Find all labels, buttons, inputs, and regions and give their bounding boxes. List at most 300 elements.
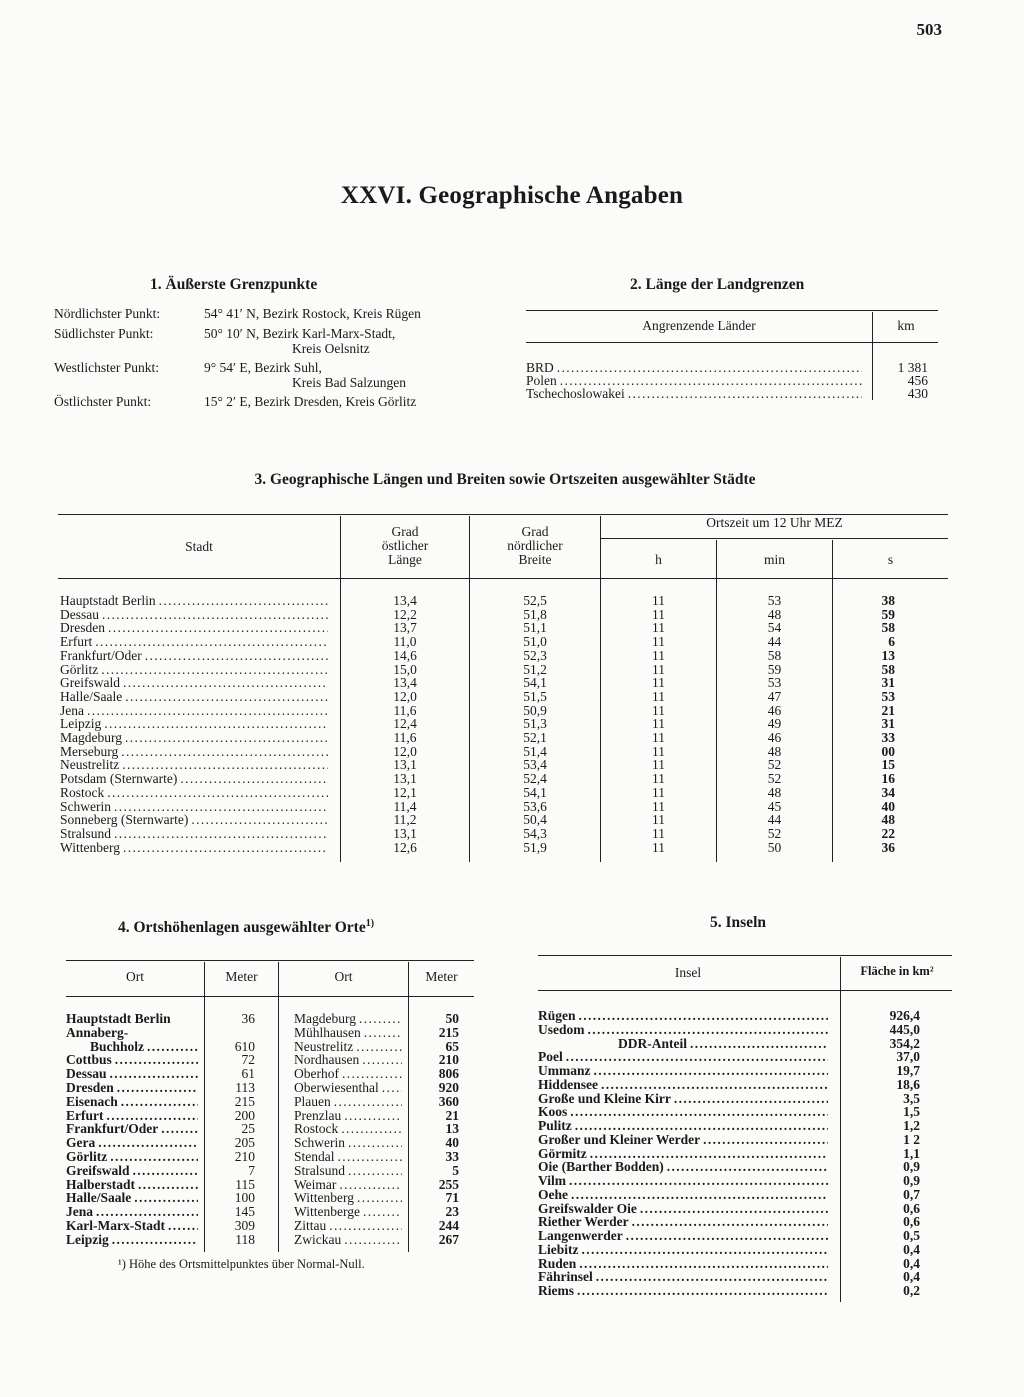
leader-dots [596, 1270, 828, 1284]
table5-divider [840, 957, 841, 1302]
island-name [538, 1174, 828, 1188]
border-country [526, 361, 862, 375]
elevation-place [66, 1109, 198, 1123]
island-name-text: Vilm [538, 1174, 566, 1188]
city-lat: 53,6 [523, 799, 547, 814]
island-name [538, 1064, 828, 1078]
leader-dots [557, 361, 862, 375]
island-area: 1,2 [903, 1118, 920, 1133]
border-length-km: 430 [907, 386, 928, 401]
border-point-value: 50° 10′ N, Bezirk Karl-Marx-Stadt, [204, 326, 396, 341]
island-name [538, 1119, 828, 1133]
city-min: 48 [767, 785, 782, 800]
leader-dots [566, 1050, 828, 1064]
leader-dots [348, 1164, 402, 1178]
leader-dots [601, 1078, 828, 1092]
leader-dots [356, 1040, 402, 1054]
elevation-meter: 7 [248, 1163, 255, 1178]
leader-dots [690, 1037, 828, 1051]
island-area: 1,5 [903, 1104, 920, 1119]
leader-dots [159, 594, 328, 608]
island-name [538, 1133, 828, 1147]
island-name-text: Koos [538, 1105, 568, 1119]
city-name [60, 800, 328, 814]
city-sec: 48 [881, 812, 895, 827]
city-lon: 11,4 [393, 799, 417, 814]
elevation-meter: 360 [438, 1094, 459, 1109]
border-country [526, 387, 862, 401]
city-lon: 15,0 [393, 662, 417, 677]
section3-title: 3. Geographische Längen und Breiten sowie Ortszeiten ausgewählter Städte [254, 471, 756, 488]
island-name-text: Ruden [538, 1257, 577, 1271]
elevation-meter: 65 [445, 1039, 459, 1054]
island-area: 0,5 [903, 1228, 920, 1243]
elevation-meter: 36 [241, 1011, 255, 1026]
leader-dots [121, 1095, 198, 1109]
city-hour: 11 [652, 785, 665, 800]
city-name-text: Halle/Saale [60, 690, 123, 704]
border-point-label: Östlichster Punkt: [54, 394, 152, 409]
elevation-place: Annaberg- [66, 1025, 129, 1040]
elevation-place-text: Nordhausen [294, 1053, 360, 1067]
island-name-text: Greifswalder Oie [538, 1202, 637, 1216]
city-lat: 54,1 [523, 675, 547, 690]
table3-header-h: h [655, 552, 662, 567]
city-name [60, 827, 328, 841]
city-name [60, 649, 328, 663]
leader-dots [145, 649, 328, 663]
elevation-place [66, 1067, 198, 1081]
elevation-place-text: Leipzig [66, 1233, 109, 1247]
city-sec: 31 [881, 716, 895, 731]
elevation-place-text: Erfurt [66, 1109, 104, 1123]
border-country-text: BRD [526, 361, 554, 375]
page-number: 503 [916, 20, 942, 39]
leader-dots [107, 1109, 199, 1123]
leader-dots [579, 1009, 828, 1023]
city-lat: 51,9 [523, 840, 547, 855]
city-hour: 11 [652, 593, 665, 608]
island-name [538, 1160, 828, 1174]
city-hour: 11 [652, 826, 665, 841]
city-name [60, 594, 328, 608]
city-name [60, 676, 328, 690]
island-name-text: Görmitz [538, 1147, 587, 1161]
elevation-place-text: Stralsund [294, 1164, 346, 1178]
leader-dots [114, 827, 328, 841]
city-sec: 58 [881, 662, 895, 677]
leader-dots [191, 813, 328, 827]
island-name-text: Hiddensee [538, 1078, 599, 1092]
city-lat: 51,8 [523, 607, 547, 622]
island-name [538, 1202, 828, 1216]
border-country-text: Polen [526, 374, 557, 388]
leader-dots [101, 663, 328, 677]
island-area: 0,4 [903, 1256, 920, 1271]
island-name [538, 1215, 828, 1229]
city-hour: 11 [652, 662, 665, 677]
city-lat: 54,3 [523, 826, 547, 841]
table5-header-area: Fläche in km² [860, 964, 934, 978]
leader-dots [348, 1136, 402, 1150]
city-min: 46 [767, 730, 782, 745]
elevation-meter: 200 [234, 1108, 255, 1123]
section4-footnote: ¹) Höhe des Ortsmittelpunktes über Normal-Null. [118, 1257, 365, 1271]
elevation-meter: 5 [452, 1163, 459, 1178]
leader-dots [703, 1133, 828, 1147]
leader-dots [363, 1205, 402, 1219]
elevation-place-text: Karl-Marx-Stadt [66, 1219, 165, 1233]
city-sec: 40 [881, 799, 895, 814]
table4-header-meter-left: Meter [225, 969, 258, 984]
border-length-km: 1 381 [897, 360, 928, 375]
elevation-place-text: Wittenberg [294, 1191, 354, 1205]
elevation-place-text: Gera [66, 1136, 96, 1150]
city-lat: 51,4 [523, 744, 547, 759]
city-min: 45 [767, 799, 782, 814]
elevation-meter: 145 [234, 1204, 255, 1219]
leader-dots [121, 745, 328, 759]
leader-dots [628, 387, 862, 401]
city-sec: 59 [881, 607, 895, 622]
island-name [538, 1257, 828, 1271]
table3-header-s: s [887, 552, 894, 567]
island-name-text: Poel [538, 1050, 563, 1064]
table4-top-rule [66, 960, 474, 961]
table5-header-rule [538, 990, 952, 991]
table3-header-city: Stadt [185, 539, 213, 554]
elevation-place-text: Halberstadt [66, 1178, 135, 1192]
leader-dots [168, 1219, 198, 1233]
city-min: 53 [767, 675, 782, 690]
island-area: 0,7 [903, 1187, 920, 1202]
city-min: 52 [767, 771, 782, 786]
city-name-text: Magdeburg [60, 731, 122, 745]
island-area: 19,7 [896, 1063, 920, 1078]
city-lat: 52,1 [523, 730, 547, 745]
elevation-place-text: Mühlhausen [294, 1026, 361, 1040]
leader-dots [359, 1012, 402, 1026]
border-country [526, 374, 862, 388]
leader-dots [110, 1067, 198, 1081]
leader-dots [123, 676, 328, 690]
table2-top-rule [526, 310, 938, 311]
city-min: 50 [767, 840, 782, 855]
elevation-meter: 113 [235, 1080, 255, 1095]
leader-dots [95, 635, 328, 649]
city-lon: 13,1 [393, 826, 417, 841]
leader-dots [590, 1147, 828, 1161]
elevation-place-text: Halle/Saale [66, 1191, 132, 1205]
city-sec: 53 [881, 689, 895, 704]
leader-dots [594, 1064, 829, 1078]
island-name-text: Riems [538, 1284, 574, 1298]
city-lat: 50,4 [523, 812, 547, 827]
island-name-text: Ummanz [538, 1064, 591, 1078]
elevation-place [294, 1122, 402, 1136]
elevation-place-text: Oberwiesenthal [294, 1081, 379, 1095]
island-area: 0,4 [903, 1242, 920, 1257]
city-name [60, 731, 328, 745]
elevation-meter: 13 [445, 1121, 459, 1136]
leader-dots [339, 1178, 402, 1192]
elevation-place-text: Zwickau [294, 1233, 342, 1247]
leader-dots [569, 1174, 828, 1188]
elevation-place-text: Eisenach [66, 1095, 118, 1109]
city-name [60, 813, 328, 827]
city-lon: 12,0 [393, 744, 417, 759]
city-min: 44 [767, 812, 782, 827]
city-name-text: Potsdam (Sternwarte) [60, 772, 178, 786]
island-name-text: Oehe [538, 1188, 568, 1202]
leader-dots [344, 1109, 402, 1123]
elevation-place [294, 1081, 402, 1095]
city-name-text: Neustrelitz [60, 758, 120, 772]
leader-dots [133, 1164, 199, 1178]
city-name [60, 635, 328, 649]
border-length-km: 456 [907, 373, 928, 388]
city-sec: 33 [881, 730, 895, 745]
island-name-text: DDR-Anteil [618, 1037, 687, 1051]
city-sec: 15 [881, 757, 895, 772]
leader-dots [338, 1150, 403, 1164]
leader-dots [382, 1081, 402, 1095]
table3-header-min: min [763, 552, 785, 567]
chapter-title: XXVI. Geographische Angaben [340, 182, 684, 209]
leader-dots [138, 1178, 198, 1192]
table3-header-rule [58, 578, 948, 579]
island-name [538, 1078, 828, 1092]
elevation-place-text: Zittau [294, 1219, 327, 1233]
city-lon: 11,6 [393, 703, 417, 718]
leader-dots [112, 1233, 198, 1247]
city-name-text: Sonneberg (Sternwarte) [60, 813, 189, 827]
city-hour: 11 [652, 730, 665, 745]
island-name-text: Oie (Barther Bodden) [538, 1160, 664, 1174]
leader-dots [342, 1067, 402, 1081]
elevation-meter: 40 [445, 1135, 459, 1150]
city-min: 52 [767, 826, 782, 841]
elevation-place [294, 1205, 402, 1219]
table3-divider-3 [600, 516, 601, 862]
table4-divider-1 [204, 962, 205, 1252]
city-sec: 31 [881, 675, 895, 690]
elevation-place-text: Dresden [66, 1081, 114, 1095]
elevation-place-text: Oberhof [294, 1067, 339, 1081]
elevation-meter: 115 [235, 1177, 255, 1192]
city-lat: 51,1 [523, 620, 547, 635]
leader-dots [582, 1243, 829, 1257]
city-lon: 11,2 [393, 812, 417, 827]
leader-dots [147, 1040, 198, 1054]
island-area: 37,0 [896, 1049, 920, 1064]
city-name-text: Rostock [60, 786, 105, 800]
city-min: 52 [767, 757, 782, 772]
city-lat: 54,1 [523, 785, 547, 800]
elevation-place [66, 1178, 198, 1192]
elevation-place [66, 1150, 198, 1164]
city-name [60, 621, 328, 635]
city-name-text: Görlitz [60, 663, 99, 677]
island-area: 926,4 [889, 1008, 920, 1023]
elevation-place [66, 1233, 198, 1247]
elevation-place-text: Plauen [294, 1095, 331, 1109]
city-name-text: Wittenberg [60, 841, 120, 855]
island-name-text: Großer und Kleiner Werder [538, 1133, 701, 1147]
elevation-place [294, 1109, 402, 1123]
city-hour: 11 [652, 757, 665, 772]
elevation-meter: 215 [438, 1025, 459, 1040]
table3-divider-5 [832, 540, 833, 862]
elevation-place-text: Greifswald [66, 1164, 130, 1178]
elevation-place: Hauptstadt Berlin [66, 1011, 171, 1026]
leader-dots [110, 1150, 198, 1164]
elevation-place-text: Cottbus [66, 1053, 112, 1067]
city-lat: 52,5 [523, 593, 547, 608]
island-name-text: Langenwerder [538, 1229, 623, 1243]
elevation-meter: 21 [445, 1108, 459, 1123]
city-name [60, 663, 328, 677]
elevation-meter: 920 [438, 1080, 459, 1095]
elevation-place-text: Schwerin [294, 1136, 345, 1150]
border-point-value-cont: Kreis Oelsnitz [292, 341, 370, 356]
leader-dots [125, 690, 328, 704]
city-lon: 12,1 [393, 785, 417, 800]
section1-title: 1. Äußerste Grenzpunkte [150, 276, 318, 293]
island-name [538, 1243, 828, 1257]
elevation-place-text: Dessau [66, 1067, 107, 1081]
elevation-place [294, 1219, 402, 1233]
leader-dots [98, 1136, 198, 1150]
city-lat: 51,0 [523, 634, 547, 649]
island-name-text: Fährinsel [538, 1270, 593, 1284]
elevation-place [66, 1205, 198, 1219]
city-hour: 11 [652, 689, 665, 704]
leader-dots [180, 772, 328, 786]
elevation-place [66, 1136, 198, 1150]
leader-dots [344, 1233, 402, 1247]
table3-divider-4 [716, 540, 717, 862]
city-name-text: Greifswald [60, 676, 120, 690]
table3-divider-1 [340, 516, 341, 862]
island-name [538, 1009, 828, 1023]
leader-dots [560, 374, 862, 388]
elevation-place-text: Neustrelitz [294, 1040, 354, 1054]
leader-dots [123, 841, 328, 855]
elevation-place-text: Buchholz [90, 1040, 145, 1054]
city-min: 46 [767, 703, 782, 718]
city-hour: 11 [652, 634, 665, 649]
border-point-label: Nördlichster Punkt: [54, 306, 161, 321]
table5-top-rule [538, 955, 952, 956]
island-name-text: Riether Werder [538, 1215, 629, 1229]
elevation-place [66, 1164, 198, 1178]
border-point-value: 9° 54′ E, Bezirk Suhl, [204, 360, 322, 375]
island-name [538, 1092, 828, 1106]
elevation-meter: 255 [438, 1177, 459, 1192]
city-lat: 51,5 [523, 689, 547, 704]
city-name-text: Leipzig [60, 717, 102, 731]
city-lat: 53,4 [523, 757, 547, 772]
elevation-place [66, 1219, 198, 1233]
leader-dots [102, 608, 328, 622]
city-lon: 12,4 [393, 716, 417, 731]
elevation-meter: 72 [241, 1052, 255, 1067]
city-lon: 13,4 [393, 675, 417, 690]
city-name-text: Merseburg [60, 745, 119, 759]
island-name-text: Rügen [538, 1009, 576, 1023]
elevation-meter: 210 [438, 1052, 459, 1067]
table2-header-rule [526, 342, 938, 343]
table2-header-km: km [897, 318, 915, 333]
island-area: 1,1 [903, 1146, 920, 1161]
table3-time-rule [600, 538, 948, 539]
table4-header-ort-left: Ort [126, 969, 144, 984]
island-name-text: Liebitz [538, 1243, 579, 1257]
footnote-marker: 1) [365, 918, 375, 929]
island-name-text: Usedom [538, 1023, 585, 1037]
city-min: 59 [767, 662, 782, 677]
leader-dots [575, 1119, 828, 1133]
elevation-place-text: Stendal [294, 1150, 335, 1164]
elevation-place [294, 1026, 402, 1040]
city-name-text: Erfurt [60, 635, 93, 649]
city-lon: 11,6 [393, 730, 417, 745]
elevation-meter: 25 [241, 1121, 255, 1136]
city-name [60, 717, 328, 731]
elevation-place-text: Rostock [294, 1122, 339, 1136]
island-name [538, 1270, 828, 1284]
elevation-meter: 50 [445, 1011, 459, 1026]
leader-dots [357, 1191, 402, 1205]
island-area: 354,2 [889, 1036, 920, 1051]
city-sec: 6 [888, 634, 895, 649]
elevation-place [294, 1012, 402, 1026]
leader-dots [674, 1092, 828, 1106]
table3-divider-2 [469, 516, 470, 862]
city-hour: 11 [652, 703, 665, 718]
island-name [538, 1105, 828, 1119]
island-name [538, 1147, 828, 1161]
section2-title: 2. Länge der Landgrenzen [630, 276, 805, 293]
city-sec: 58 [881, 620, 895, 635]
elevation-place [294, 1067, 402, 1081]
island-name-text: Große und Kleine Kirr [538, 1092, 671, 1106]
leader-dots [115, 1053, 198, 1067]
city-lat: 50,9 [523, 703, 547, 718]
leader-dots [96, 1205, 198, 1219]
city-lat: 52,4 [523, 771, 547, 786]
leader-dots [571, 1188, 828, 1202]
island-area: 445,0 [889, 1022, 920, 1037]
elevation-meter: 205 [234, 1135, 255, 1150]
section5-title: 5. Inseln [710, 914, 766, 931]
city-name-text: Dessau [60, 608, 99, 622]
elevation-place-text: Wittenberge [294, 1205, 360, 1219]
city-sec: 36 [881, 840, 895, 855]
city-min: 58 [767, 648, 782, 663]
leader-dots [107, 786, 328, 800]
leader-dots [626, 1229, 828, 1243]
border-point-label: Westlichster Punkt: [54, 360, 160, 375]
city-lon: 11,0 [393, 634, 417, 649]
city-sec: 00 [881, 744, 895, 759]
table4-header-ort-right: Ort [334, 969, 353, 984]
leader-dots [632, 1215, 828, 1229]
elevation-meter: 267 [438, 1232, 459, 1247]
city-lon: 12,0 [393, 689, 417, 704]
city-name-text: Stralsund [60, 827, 112, 841]
